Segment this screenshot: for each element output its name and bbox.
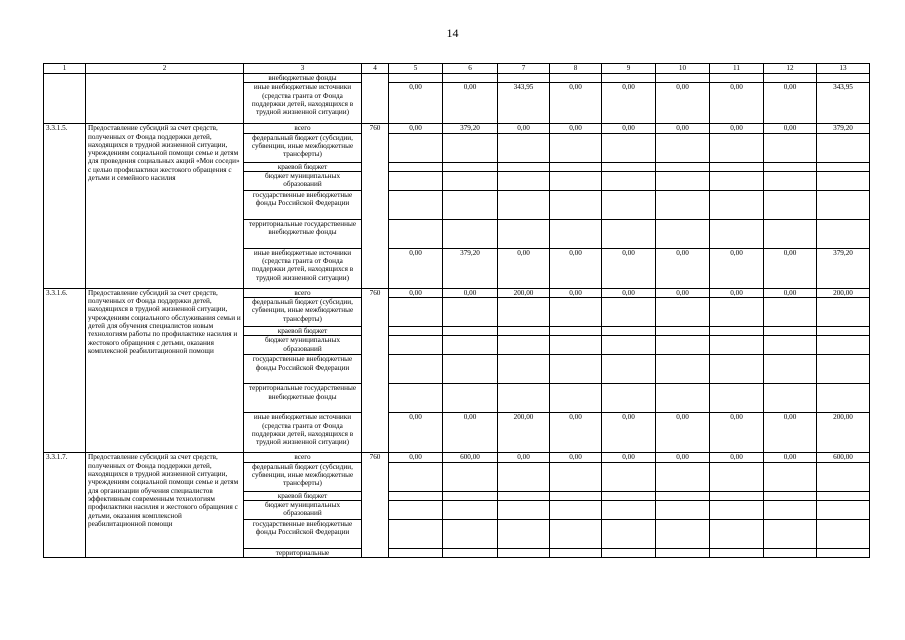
source-label: территориальные государственные внебюджетные фонды [244, 384, 362, 413]
source-label: иные внебюджетные источники (средства гранта от Фонда поддержки детей, находящихся в трудной жизненной ситуации) [244, 413, 362, 453]
empty-cell [443, 336, 498, 355]
value-cell: 600,00 [443, 453, 498, 462]
source-label: федеральный бюджет (субсидии, субвенции, иные межбюджетные трансферты) [244, 462, 362, 491]
empty-cell [656, 549, 710, 558]
empty-cell [764, 133, 817, 162]
empty-cell [602, 501, 656, 520]
empty-cell [498, 190, 550, 219]
value-cell: 200,00 [817, 288, 870, 297]
empty-cell [656, 219, 710, 248]
value-cell: 379,20 [817, 248, 870, 288]
value-cell: 0,00 [550, 413, 602, 453]
budget-table [43, 63, 870, 558]
empty-cell [764, 162, 817, 171]
empty-cell [710, 336, 764, 355]
empty-cell [817, 336, 870, 355]
value-cell: 0,00 [710, 453, 764, 462]
empty-cell [656, 327, 710, 336]
table-body [44, 64, 870, 558]
empty-cell [498, 491, 550, 500]
empty-cell [443, 491, 498, 500]
empty-cell [710, 133, 764, 162]
empty-cell [710, 74, 764, 83]
empty-cell [710, 384, 764, 413]
empty-cell [602, 74, 656, 83]
value-cell: 0,00 [602, 83, 656, 124]
value-cell: 0,00 [498, 124, 550, 133]
column-number-10: 10 [656, 64, 710, 74]
empty-cell [602, 190, 656, 219]
empty-cell [817, 133, 870, 162]
empty-cell [764, 549, 817, 558]
item-description: Предоставление субсидий за счет средств, полученных от Фонда поддержки детей, находящихся в трудной жизненной ситуации, учреждениям социальной помощи семье и детям для проведения социальных акций «Мои соседи» с целью профилактики жестокого обращения с детьми и семейного насилия [86, 124, 244, 289]
value-cell: 379,20 [817, 124, 870, 133]
empty-cell [602, 491, 656, 500]
source-label: территориальные государственные внебюджетные фонды [244, 219, 362, 248]
value-cell: 0,00 [602, 413, 656, 453]
empty-cell [443, 355, 498, 384]
source-label: территориальные [244, 549, 362, 558]
empty-cell [710, 219, 764, 248]
value-cell: 0,00 [656, 413, 710, 453]
value-cell: 0,00 [389, 288, 443, 297]
empty-cell [817, 74, 870, 83]
empty-cell [656, 74, 710, 83]
empty-cell [550, 549, 602, 558]
empty-cell [710, 501, 764, 520]
value-cell: 0,00 [602, 248, 656, 288]
column-number-11: 11 [710, 64, 764, 74]
empty-cell [817, 462, 870, 491]
value-cell: 343,95 [817, 83, 870, 124]
empty-cell [550, 462, 602, 491]
source-label: государственные внебюджетные фонды Российской Федерации [244, 355, 362, 384]
empty-cell [764, 219, 817, 248]
value-cell: 0,00 [710, 288, 764, 297]
empty-cell [498, 336, 550, 355]
value-cell: 0,00 [550, 83, 602, 124]
empty-cell [602, 327, 656, 336]
empty-cell [817, 219, 870, 248]
empty-cell [498, 171, 550, 190]
empty-cell [389, 462, 443, 491]
empty-cell [656, 133, 710, 162]
empty-cell [656, 298, 710, 327]
empty-cell [498, 327, 550, 336]
column-number-2: 2 [86, 64, 244, 74]
source-label: всего [244, 453, 362, 462]
kbk-code: 760 [362, 288, 389, 453]
empty-cell [764, 171, 817, 190]
empty-cell [602, 355, 656, 384]
empty-cell [389, 298, 443, 327]
column-number-13: 13 [817, 64, 870, 74]
empty-cell [498, 162, 550, 171]
empty-cell [602, 384, 656, 413]
value-cell: 0,00 [389, 83, 443, 124]
empty-cell [550, 520, 602, 549]
empty-cell [443, 549, 498, 558]
empty-cell [656, 520, 710, 549]
value-cell: 0,00 [656, 248, 710, 288]
value-cell: 0,00 [550, 288, 602, 297]
table-row [44, 74, 870, 83]
empty-cell [817, 549, 870, 558]
empty-cell [389, 549, 443, 558]
empty-cell [710, 327, 764, 336]
kbk-code: 760 [362, 453, 389, 558]
source-label: иные внебюджетные источники (средства гранта от Фонда поддержки детей, находящихся в трудной жизненной ситуации) [244, 248, 362, 288]
empty-cell [389, 74, 443, 83]
empty-cell [710, 190, 764, 219]
empty-cell [498, 549, 550, 558]
value-cell: 0,00 [656, 288, 710, 297]
value-cell: 0,00 [550, 124, 602, 133]
table-row [44, 453, 870, 462]
column-number-12: 12 [764, 64, 817, 74]
value-cell: 379,20 [443, 124, 498, 133]
empty-cell [443, 74, 498, 83]
empty-cell [764, 520, 817, 549]
empty-cell [550, 74, 602, 83]
empty-cell [389, 491, 443, 500]
empty-cell [498, 501, 550, 520]
value-cell: 0,00 [764, 248, 817, 288]
value-cell: 0,00 [764, 124, 817, 133]
value-cell: 0,00 [498, 453, 550, 462]
empty-cell [550, 336, 602, 355]
source-label: всего [244, 124, 362, 133]
source-label: федеральный бюджет (субсидии, субвенции, иные межбюджетные трансферты) [244, 298, 362, 327]
empty-cell [550, 162, 602, 171]
empty-cell [764, 74, 817, 83]
table-row [44, 288, 870, 297]
table-row [44, 124, 870, 133]
empty-cell [602, 171, 656, 190]
empty-cell [550, 190, 602, 219]
empty-cell [710, 462, 764, 491]
empty-cell [656, 355, 710, 384]
value-cell: 0,00 [602, 453, 656, 462]
empty-cell [656, 462, 710, 491]
empty-cell [656, 336, 710, 355]
column-number-5: 5 [389, 64, 443, 74]
empty-cell [389, 162, 443, 171]
value-cell: 0,00 [443, 83, 498, 124]
value-cell: 0,00 [710, 124, 764, 133]
empty-cell [443, 171, 498, 190]
empty-cell [550, 327, 602, 336]
empty-cell [389, 171, 443, 190]
value-cell: 200,00 [817, 413, 870, 453]
empty-cell [764, 298, 817, 327]
value-cell: 200,00 [498, 413, 550, 453]
empty-cell [710, 520, 764, 549]
empty-cell [817, 190, 870, 219]
column-number-6: 6 [443, 64, 498, 74]
column-number-1: 1 [44, 64, 86, 74]
empty-cell [498, 133, 550, 162]
empty-cell [550, 298, 602, 327]
empty-cell [389, 133, 443, 162]
value-cell: 0,00 [443, 288, 498, 297]
empty-cell [710, 171, 764, 190]
empty-cell [443, 501, 498, 520]
value-cell: 0,00 [550, 453, 602, 462]
empty-cell [602, 336, 656, 355]
empty-cell [550, 491, 602, 500]
empty-cell [656, 171, 710, 190]
value-cell: 0,00 [764, 413, 817, 453]
empty-cell [656, 162, 710, 171]
empty-cell [602, 162, 656, 171]
empty-cell [817, 171, 870, 190]
empty-cell [817, 355, 870, 384]
empty-cell [817, 298, 870, 327]
empty-cell [498, 462, 550, 491]
empty-cell [656, 190, 710, 219]
value-cell: 0,00 [710, 83, 764, 124]
empty-cell [498, 74, 550, 83]
column-number-7: 7 [498, 64, 550, 74]
empty-cell [550, 133, 602, 162]
column-number-8: 8 [550, 64, 602, 74]
source-label: всего [244, 288, 362, 297]
empty-cell [710, 298, 764, 327]
item-code: 3.3.1.7. [44, 453, 86, 558]
value-cell: 0,00 [764, 288, 817, 297]
item-description: Предоставление субсидий за счет средств, полученных от Фонда поддержки детей, находящихся в трудной жизненной ситуации, учреждениям социального обслуживания семьи и детей для обучения специалистов новым технологиям работы по профилактике насилия и жестокого обращения с детьми, оказания комплексной реабилитационной помощи [86, 288, 244, 453]
value-cell: 0,00 [389, 248, 443, 288]
empty-cell [764, 491, 817, 500]
source-label: государственные внебюджетные фонды Российской Федерации [244, 520, 362, 549]
empty-cell [764, 336, 817, 355]
empty-cell [86, 74, 244, 124]
empty-cell [498, 298, 550, 327]
value-cell: 200,00 [498, 288, 550, 297]
empty-cell [817, 327, 870, 336]
value-cell: 0,00 [389, 453, 443, 462]
item-description: Предоставление субсидий за счет средств, полученных от Фонда поддержки детей, находящихся в трудной жизненной ситуации, учреждениям социальной помощи семье и детям для организации обучения специалистов эффективным современным технологиям профилактики насилия и жестокого обращения с детьми, оказания комплексной реабилитационной помощи [86, 453, 244, 558]
empty-cell [602, 520, 656, 549]
empty-cell [710, 491, 764, 500]
value-cell: 0,00 [443, 413, 498, 453]
empty-cell [443, 384, 498, 413]
value-cell: 0,00 [656, 453, 710, 462]
value-cell: 0,00 [602, 288, 656, 297]
empty-cell [389, 336, 443, 355]
empty-cell [764, 462, 817, 491]
value-cell: 0,00 [550, 248, 602, 288]
empty-cell [443, 162, 498, 171]
column-number-row [44, 64, 870, 74]
source-label: краевой бюджет [244, 491, 362, 500]
empty-cell [550, 219, 602, 248]
empty-cell [550, 384, 602, 413]
empty-cell [656, 491, 710, 500]
empty-cell [443, 190, 498, 219]
value-cell: 0,00 [764, 83, 817, 124]
empty-cell [764, 501, 817, 520]
empty-cell [602, 298, 656, 327]
empty-cell [710, 355, 764, 384]
empty-cell [656, 501, 710, 520]
value-cell: 0,00 [389, 413, 443, 453]
value-cell: 0,00 [710, 413, 764, 453]
empty-cell [710, 549, 764, 558]
empty-cell [817, 501, 870, 520]
source-label: краевой бюджет [244, 162, 362, 171]
item-code: 3.3.1.6. [44, 288, 86, 453]
empty-cell [389, 355, 443, 384]
column-number-4: 4 [362, 64, 389, 74]
value-cell: 600,00 [817, 453, 870, 462]
item-code: 3.3.1.5. [44, 124, 86, 289]
source-label: иные внебюджетные источники (средства гранта от Фонда поддержки детей, находящихся в трудной жизненной ситуации) [244, 83, 362, 124]
empty-cell [710, 162, 764, 171]
empty-cell [602, 133, 656, 162]
empty-cell [44, 74, 86, 124]
page-number: 14 [446, 26, 459, 40]
source-label: федеральный бюджет (субсидии, субвенции, иные межбюджетные трансферты) [244, 133, 362, 162]
empty-cell [764, 355, 817, 384]
empty-cell [550, 355, 602, 384]
empty-cell [817, 491, 870, 500]
empty-cell [498, 219, 550, 248]
empty-cell [602, 219, 656, 248]
empty-cell [443, 219, 498, 248]
empty-cell [389, 190, 443, 219]
source-label: внебюджетные фонды [244, 74, 362, 83]
empty-cell [362, 74, 389, 124]
empty-cell [389, 520, 443, 549]
source-label: краевой бюджет [244, 327, 362, 336]
empty-cell [764, 384, 817, 413]
empty-cell [602, 462, 656, 491]
value-cell: 0,00 [656, 83, 710, 124]
empty-cell [389, 501, 443, 520]
source-label: бюджет муниципальных образований [244, 336, 362, 355]
kbk-code: 760 [362, 124, 389, 289]
empty-cell [550, 171, 602, 190]
empty-cell [389, 384, 443, 413]
value-cell: 0,00 [764, 453, 817, 462]
empty-cell [656, 384, 710, 413]
empty-cell [389, 219, 443, 248]
value-cell: 379,20 [443, 248, 498, 288]
empty-cell [817, 520, 870, 549]
empty-cell [550, 501, 602, 520]
column-number-3: 3 [244, 64, 362, 74]
empty-cell [602, 549, 656, 558]
empty-cell [817, 162, 870, 171]
empty-cell [498, 355, 550, 384]
empty-cell [389, 327, 443, 336]
value-cell: 343,95 [498, 83, 550, 124]
empty-cell [443, 327, 498, 336]
empty-cell [443, 133, 498, 162]
value-cell: 0,00 [656, 124, 710, 133]
value-cell: 0,00 [389, 124, 443, 133]
empty-cell [443, 298, 498, 327]
column-number-9: 9 [602, 64, 656, 74]
source-label: бюджет муниципальных образований [244, 501, 362, 520]
value-cell: 0,00 [710, 248, 764, 288]
empty-cell [817, 384, 870, 413]
empty-cell [498, 384, 550, 413]
source-label: бюджет муниципальных образований [244, 171, 362, 190]
empty-cell [764, 190, 817, 219]
empty-cell [498, 520, 550, 549]
empty-cell [443, 520, 498, 549]
value-cell: 0,00 [498, 248, 550, 288]
empty-cell [764, 327, 817, 336]
source-label: государственные внебюджетные фонды Российской Федерации [244, 190, 362, 219]
empty-cell [443, 462, 498, 491]
value-cell: 0,00 [602, 124, 656, 133]
